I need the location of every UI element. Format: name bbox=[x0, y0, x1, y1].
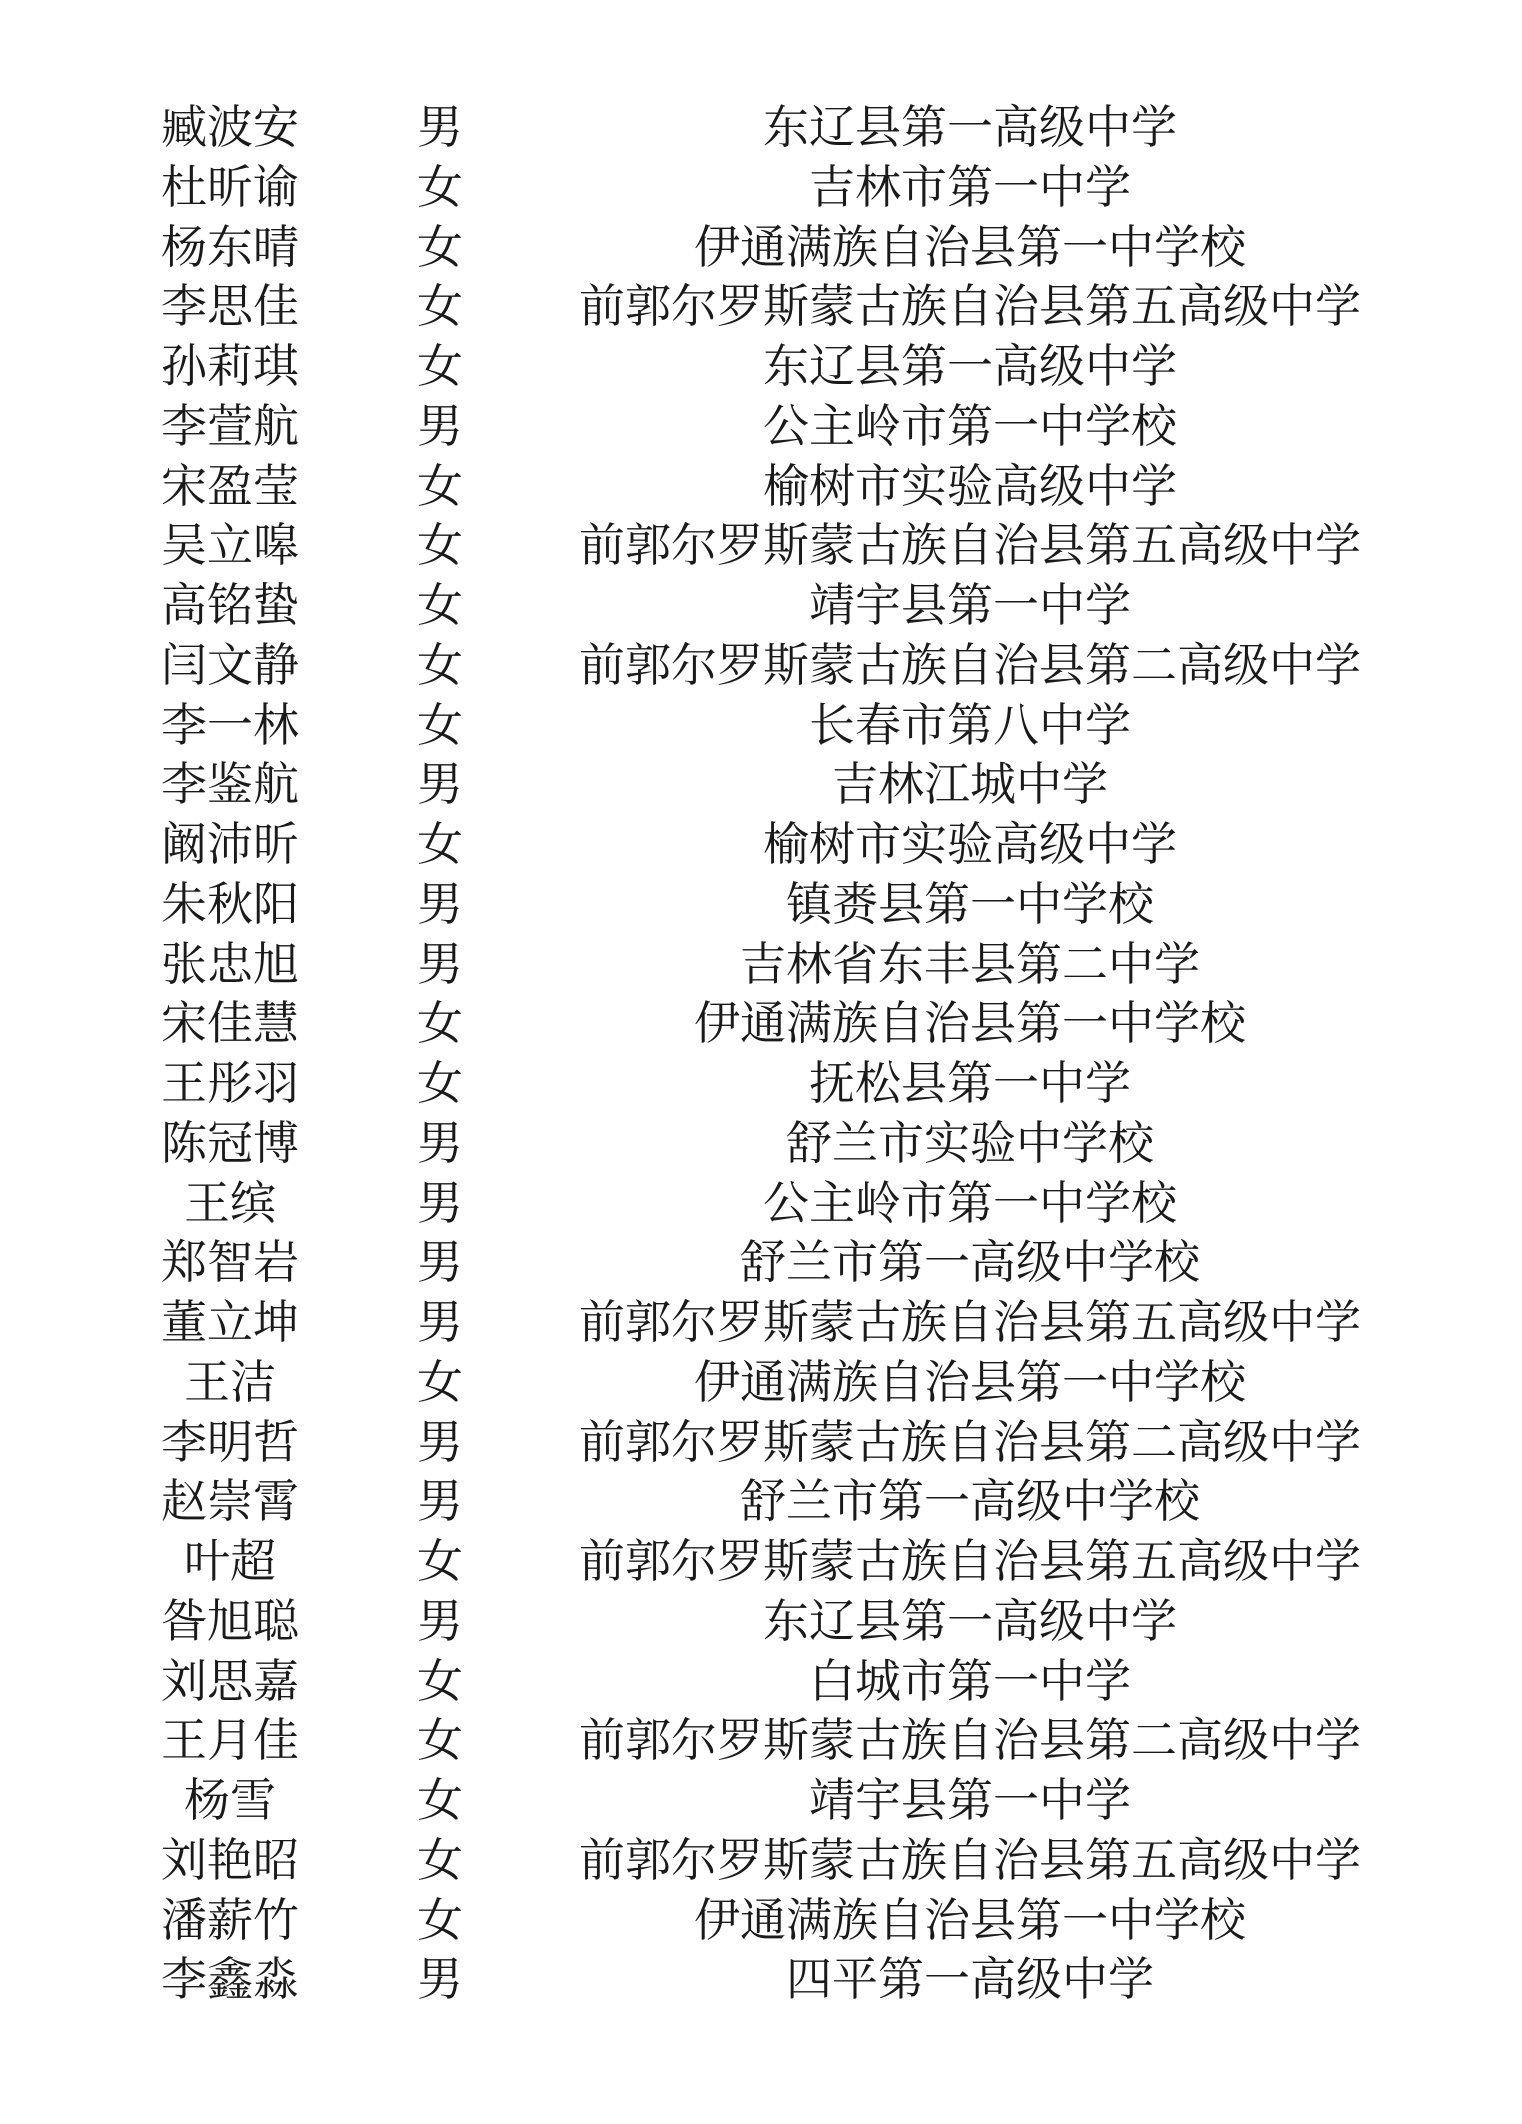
student-school: 吉林省东丰县第二中学 bbox=[740, 936, 1200, 991]
student-gender: 女 bbox=[417, 1653, 463, 1708]
table-row bbox=[0, 696, 1522, 756]
student-school: 伊通满族自治县第一中学校 bbox=[694, 1892, 1246, 1947]
student-name: 李明哲 bbox=[161, 1414, 299, 1469]
table-row bbox=[0, 1532, 1522, 1592]
table-row bbox=[0, 158, 1522, 218]
student-name: 王月佳 bbox=[161, 1713, 299, 1768]
student-school: 榆树市实验高级中学 bbox=[763, 458, 1177, 513]
table-row bbox=[0, 755, 1522, 815]
table-row bbox=[0, 1592, 1522, 1652]
student-school: 四平第一高级中学 bbox=[786, 1952, 1154, 2007]
student-name: 张忠旭 bbox=[161, 936, 299, 991]
student-gender: 男 bbox=[417, 100, 463, 154]
student-school: 靖宇县第一中学 bbox=[809, 1773, 1131, 1827]
student-name: 潘薪竹 bbox=[161, 1892, 299, 1947]
student-name: 孙莉琪 bbox=[161, 339, 299, 393]
student-name: 董立坤 bbox=[161, 1295, 299, 1349]
table-row bbox=[0, 1472, 1522, 1532]
student-gender: 男 bbox=[417, 1952, 463, 2007]
student-name: 李鑫淼 bbox=[161, 1952, 299, 2007]
student-roster bbox=[0, 98, 1522, 2010]
student-name: 杨雪 bbox=[184, 1773, 276, 1827]
student-name: 宋佳慧 bbox=[161, 996, 299, 1051]
student-gender: 女 bbox=[417, 578, 463, 632]
table-row bbox=[0, 98, 1522, 158]
student-school: 伊通满族自治县第一中学校 bbox=[694, 996, 1246, 1051]
student-school: 前郭尔罗斯蒙古族自治县第五高级中学 bbox=[579, 1534, 1361, 1588]
student-gender: 女 bbox=[417, 458, 463, 513]
student-gender: 女 bbox=[417, 996, 463, 1051]
table-row bbox=[0, 1054, 1522, 1114]
table-row bbox=[0, 1711, 1522, 1771]
table-row bbox=[0, 935, 1522, 995]
student-name: 李萱航 bbox=[161, 398, 299, 453]
student-school: 前郭尔罗斯蒙古族自治县第二高级中学 bbox=[579, 1414, 1361, 1469]
student-name: 刘艳昭 bbox=[161, 1832, 299, 1887]
table-row bbox=[0, 815, 1522, 875]
student-name: 杜昕谕 bbox=[161, 159, 299, 214]
student-name: 王缤 bbox=[184, 1175, 276, 1230]
student-gender: 男 bbox=[417, 936, 463, 991]
student-name: 王彤羽 bbox=[161, 1056, 299, 1110]
student-name: 宋盈莹 bbox=[161, 458, 299, 513]
table-row bbox=[0, 397, 1522, 457]
table-row bbox=[0, 1293, 1522, 1353]
student-school: 伊通满族自治县第一中学校 bbox=[694, 1354, 1246, 1409]
student-gender: 男 bbox=[417, 1115, 463, 1170]
student-name: 高铭蛰 bbox=[161, 578, 299, 632]
student-gender: 女 bbox=[417, 1832, 463, 1887]
student-gender: 男 bbox=[417, 1474, 463, 1529]
student-gender: 男 bbox=[417, 1593, 463, 1648]
student-gender: 女 bbox=[417, 339, 463, 393]
table-row bbox=[0, 1114, 1522, 1174]
table-row bbox=[0, 636, 1522, 696]
table-row bbox=[0, 277, 1522, 337]
student-gender: 女 bbox=[417, 1354, 463, 1409]
student-name: 郑智岩 bbox=[161, 1235, 299, 1290]
student-name: 李思佳 bbox=[161, 279, 299, 334]
table-row bbox=[0, 337, 1522, 397]
student-school: 靖宇县第一中学 bbox=[809, 578, 1131, 632]
student-school: 伊通满族自治县第一中学校 bbox=[694, 219, 1246, 274]
student-name: 臧波安 bbox=[161, 100, 299, 154]
table-row bbox=[0, 1831, 1522, 1891]
table-row bbox=[0, 576, 1522, 636]
student-name: 朱秋阳 bbox=[161, 876, 299, 931]
table-row bbox=[0, 457, 1522, 517]
student-school: 前郭尔罗斯蒙古族自治县第二高级中学 bbox=[579, 637, 1361, 692]
table-row bbox=[0, 1652, 1522, 1712]
table-row bbox=[0, 1233, 1522, 1293]
student-name: 昝旭聪 bbox=[161, 1593, 299, 1648]
student-name: 李一林 bbox=[161, 697, 299, 752]
student-name: 闫文静 bbox=[161, 637, 299, 692]
student-school: 前郭尔罗斯蒙古族自治县第五高级中学 bbox=[579, 1832, 1361, 1887]
student-school: 舒兰市第一高级中学校 bbox=[740, 1235, 1200, 1290]
student-gender: 女 bbox=[417, 1534, 463, 1588]
student-gender: 男 bbox=[417, 1235, 463, 1290]
table-row bbox=[0, 1413, 1522, 1473]
student-school: 白城市第一中学 bbox=[809, 1653, 1131, 1708]
student-gender: 女 bbox=[417, 637, 463, 692]
student-school: 东辽县第一高级中学 bbox=[763, 339, 1177, 393]
student-school: 前郭尔罗斯蒙古族自治县第五高级中学 bbox=[579, 279, 1361, 334]
table-row bbox=[0, 1353, 1522, 1413]
student-gender: 女 bbox=[417, 518, 463, 573]
student-gender: 女 bbox=[417, 219, 463, 274]
student-gender: 女 bbox=[417, 1773, 463, 1827]
student-school: 吉林江城中学 bbox=[832, 757, 1108, 812]
student-gender: 女 bbox=[417, 817, 463, 871]
student-name: 叶超 bbox=[184, 1534, 276, 1588]
student-gender: 男 bbox=[417, 876, 463, 931]
table-row bbox=[0, 994, 1522, 1054]
student-gender: 女 bbox=[417, 279, 463, 334]
table-row bbox=[0, 218, 1522, 278]
student-name: 阚沛昕 bbox=[161, 817, 299, 871]
student-school: 舒兰市实验中学校 bbox=[786, 1115, 1154, 1170]
student-gender: 男 bbox=[417, 398, 463, 453]
student-name: 李鉴航 bbox=[161, 757, 299, 812]
table-row bbox=[0, 875, 1522, 935]
student-school: 吉林市第一中学 bbox=[809, 159, 1131, 214]
student-name: 陈冠博 bbox=[161, 1115, 299, 1170]
student-school: 镇赉县第一中学校 bbox=[786, 876, 1154, 931]
student-school: 长春市第八中学 bbox=[809, 697, 1131, 752]
table-row bbox=[0, 1771, 1522, 1831]
student-name: 吴立嗥 bbox=[161, 518, 299, 573]
student-school: 公主岭市第一中学校 bbox=[763, 1175, 1177, 1230]
student-name: 杨东晴 bbox=[161, 219, 299, 274]
student-name: 王洁 bbox=[184, 1354, 276, 1409]
student-school: 前郭尔罗斯蒙古族自治县第五高级中学 bbox=[579, 518, 1361, 573]
table-row bbox=[0, 516, 1522, 576]
table-row bbox=[0, 1950, 1522, 2010]
student-gender: 女 bbox=[417, 1892, 463, 1947]
student-gender: 女 bbox=[417, 1713, 463, 1768]
student-school: 东辽县第一高级中学 bbox=[763, 1593, 1177, 1648]
student-gender: 男 bbox=[417, 1414, 463, 1469]
student-school: 榆树市实验高级中学 bbox=[763, 817, 1177, 871]
student-gender: 男 bbox=[417, 1295, 463, 1349]
table-row bbox=[0, 1174, 1522, 1234]
student-gender: 女 bbox=[417, 1056, 463, 1110]
student-school: 前郭尔罗斯蒙古族自治县第二高级中学 bbox=[579, 1713, 1361, 1768]
student-school: 公主岭市第一中学校 bbox=[763, 398, 1177, 453]
student-name: 刘思嘉 bbox=[161, 1653, 299, 1708]
student-school: 舒兰市第一高级中学校 bbox=[740, 1474, 1200, 1529]
table-row bbox=[0, 1891, 1522, 1951]
student-gender: 女 bbox=[417, 697, 463, 752]
student-gender: 男 bbox=[417, 1175, 463, 1230]
student-gender: 女 bbox=[417, 159, 463, 214]
student-school: 东辽县第一高级中学 bbox=[763, 100, 1177, 154]
student-school: 前郭尔罗斯蒙古族自治县第五高级中学 bbox=[579, 1295, 1361, 1349]
student-name: 赵崇霄 bbox=[161, 1474, 299, 1529]
student-gender: 男 bbox=[417, 757, 463, 812]
student-school: 抚松县第一中学 bbox=[809, 1056, 1131, 1110]
